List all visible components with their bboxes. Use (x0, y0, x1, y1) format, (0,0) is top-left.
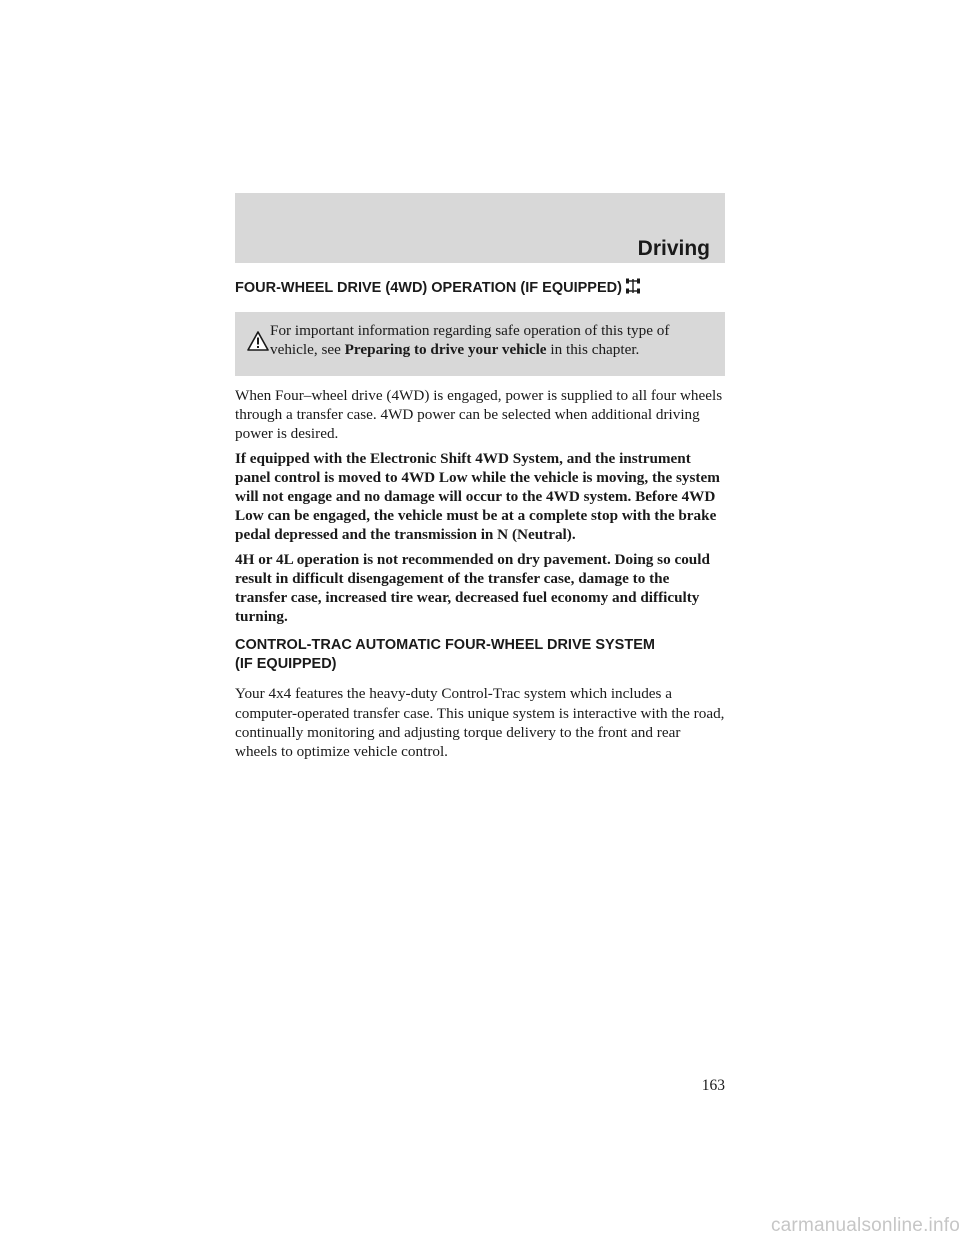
paragraph-electronic-shift: If equipped with the Electronic Shift 4WD System, and the instrument panel control is moved to 4WD Low while the vehicle is moving, the system will not engage and no damage will occur to the 4WD system. Before 4WD Low can be engaged, the vehicle must be at a complete stop with the brake pedal depressed and the transmission in N (Neutral). (235, 449, 720, 544)
paragraph-4wd-intro: When Four–wheel drive (4WD) is engaged, power is supplied to all four wheels through a transfer case. 4WD power can be selected when additional driving power is desired. (235, 387, 723, 443)
warning-text-end: in this chapter. (546, 341, 640, 358)
warning-triangle-icon (247, 331, 269, 356)
page-content (235, 276, 725, 766)
warning-text-start: For important information regarding safe operation of this type of vehicle, see (270, 322, 670, 358)
warning-reference: Preparing to drive your vehicle (344, 341, 547, 358)
chapter-header-band (235, 193, 725, 263)
site-watermark: carmanualsonline.info (770, 1215, 960, 1236)
section-heading-control-trac-line1: CONTROL-TRAC AUTOMATIC FOUR-WHEEL DRIVE SYSTEM (235, 637, 655, 654)
warning-text (270, 321, 720, 359)
section-heading-4wd-text: FOUR-WHEEL DRIVE (4WD) OPERATION (IF EQUIPPED) (235, 280, 622, 296)
section-heading-4wd (235, 276, 725, 302)
section-heading-control-trac (235, 636, 725, 674)
warning-box (235, 312, 725, 376)
paragraph-control-trac: Your 4x4 features the heavy-duty Control-Trac system which includes a computer-operated transfer case. This unique system is interactive with the road, continually monitoring and adjusting torque delivery to the front and rear wheels to optimize vehicle control. (235, 685, 725, 761)
section-heading-control-trac-line2: (IF EQUIPPED) (235, 656, 337, 673)
chapter-title: Driving (637, 237, 710, 260)
paragraph-dry-pavement: 4H or 4L operation is not recommended on dry pavement. Doing so could result in difficult disengagement of the transfer case, damage to the transfer case, increased tire wear, decreased fuel economy and difficulty turning. (235, 550, 710, 626)
page-number: 163 (701, 1077, 725, 1094)
four-wheel-drive-icon (625, 276, 641, 302)
